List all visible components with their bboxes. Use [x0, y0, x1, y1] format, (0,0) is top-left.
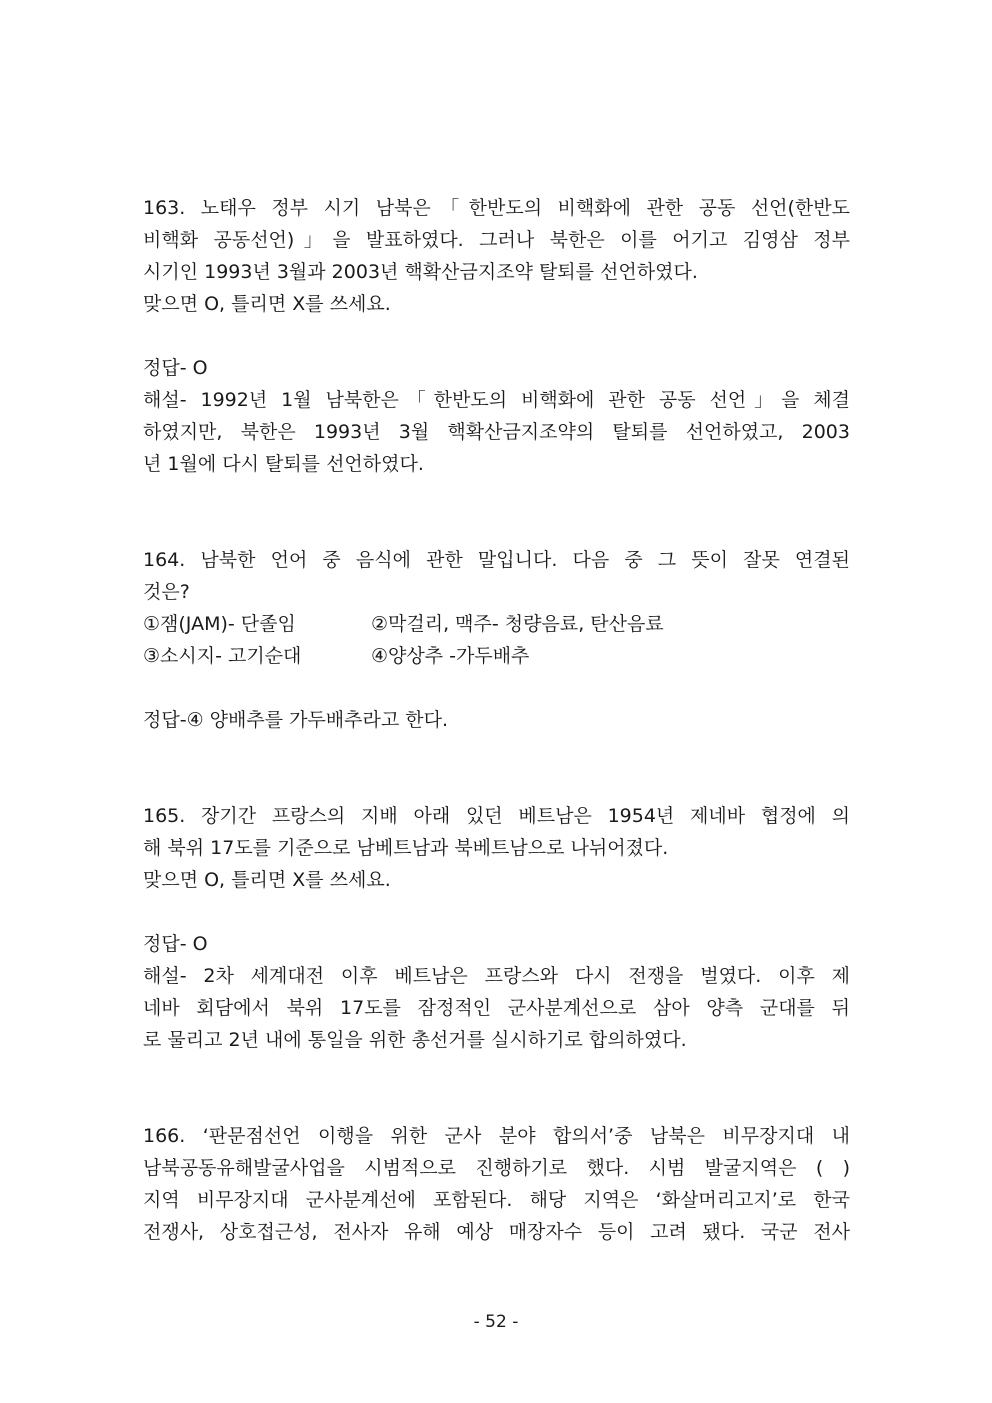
answer-text: 정답-④ 양배추를 가두배추라고 한다.	[143, 709, 449, 731]
question-text-line: 165. 장기간 프랑스의 지배 아래 있던 베트남은 1954년 제네바 협정에 의	[143, 805, 850, 827]
option-1: ①잼(JAM)- 단졸임	[143, 613, 296, 635]
explanation-line: 년 1월에 다시 탈퇴를 선언하였다.	[143, 453, 424, 475]
explanation-line: 네바 회담에서 북위 17도를 잠정적인 군사분계선으로 삼아 양측 군대를 뒤	[143, 997, 850, 1019]
explanation-line: 로 물리고 2년 내에 통일을 위한 총선거를 실시하기로 합의하였다.	[143, 1029, 687, 1051]
page-content	[143, 192, 850, 1248]
option-4: ④양상추 -가두배추	[371, 645, 530, 667]
option-2: ②막걸리, 맥주- 청량음료, 탄산음료	[371, 613, 664, 635]
question-text-line: 지역 비무장지대 군사분계선에 포함된다. 해당 지역은 ‘화살머리고지’로 한국	[143, 1189, 850, 1211]
question-164	[143, 544, 850, 736]
option-3: ③소시지- 고기순대	[143, 645, 302, 667]
spacer	[143, 896, 850, 928]
options-row	[143, 608, 850, 640]
question-166	[143, 1120, 850, 1248]
options-row	[143, 640, 850, 672]
question-text-line: 남북공동유해발굴사업을 시범적으로 진행하기로 했다. 시범 발굴지역은 ( )	[143, 1157, 850, 1179]
explanation-line: 하였지만, 북한은 1993년 3월 핵확산금지조약의 탈퇴를 선언하였고, 2003	[143, 421, 850, 443]
question-165	[143, 800, 850, 1056]
page-footer	[0, 1310, 992, 1334]
page-number: - 52 -	[473, 1312, 519, 1332]
question-text-line: 해 북위 17도를 기준으로 남베트남과 북베트남으로 나뉘어졌다.	[143, 837, 669, 859]
question-text-line: 것은?	[143, 581, 190, 603]
question-text-line: 166. ‘판문점선언 이행을 위한 군사 분야 합의서’중 남북은 비무장지대 내	[143, 1125, 850, 1147]
question-text-line: 164. 남북한 언어 중 음식에 관한 말입니다. 다음 중 그 뜻이 잘못 연결된	[143, 549, 850, 571]
question-instruction: 맞으면 O, 틀리면 X를 쓰세요.	[143, 869, 391, 891]
explanation-line: 해설- 1992년 1월 남북한은「한반도의 비핵화에 관한 공동 선언」을 체결	[143, 389, 850, 411]
question-text-line: 163. 노태우 정부 시기 남북은「한반도의 비핵화에 관한 공동 선언(한반도	[143, 197, 850, 219]
explanation-line: 해설- 2차 세계대전 이후 베트남은 프랑스와 다시 전쟁을 벌였다. 이후 제	[143, 965, 850, 987]
question-text-line: 전쟁사, 상호접근성, 전사자 유해 예상 매장자수 등이 고려 됐다. 국군 전사	[143, 1221, 850, 1243]
spacer	[143, 672, 850, 704]
spacer	[143, 1056, 850, 1120]
spacer	[143, 320, 850, 352]
question-text-line: 비핵화 공동선언)」을 발표하였다. 그러나 북한은 이를 어기고 김영삼 정부	[143, 229, 850, 251]
question-instruction: 맞으면 O, 틀리면 X를 쓰세요.	[143, 293, 391, 315]
answer-text: 정답- O	[143, 933, 208, 955]
spacer	[143, 480, 850, 544]
question-text-line: 시기인 1993년 3월과 2003년 핵확산금지조약 탈퇴를 선언하였다.	[143, 261, 698, 283]
answer-text: 정답- O	[143, 357, 208, 379]
question-163	[143, 192, 850, 480]
spacer	[143, 736, 850, 800]
